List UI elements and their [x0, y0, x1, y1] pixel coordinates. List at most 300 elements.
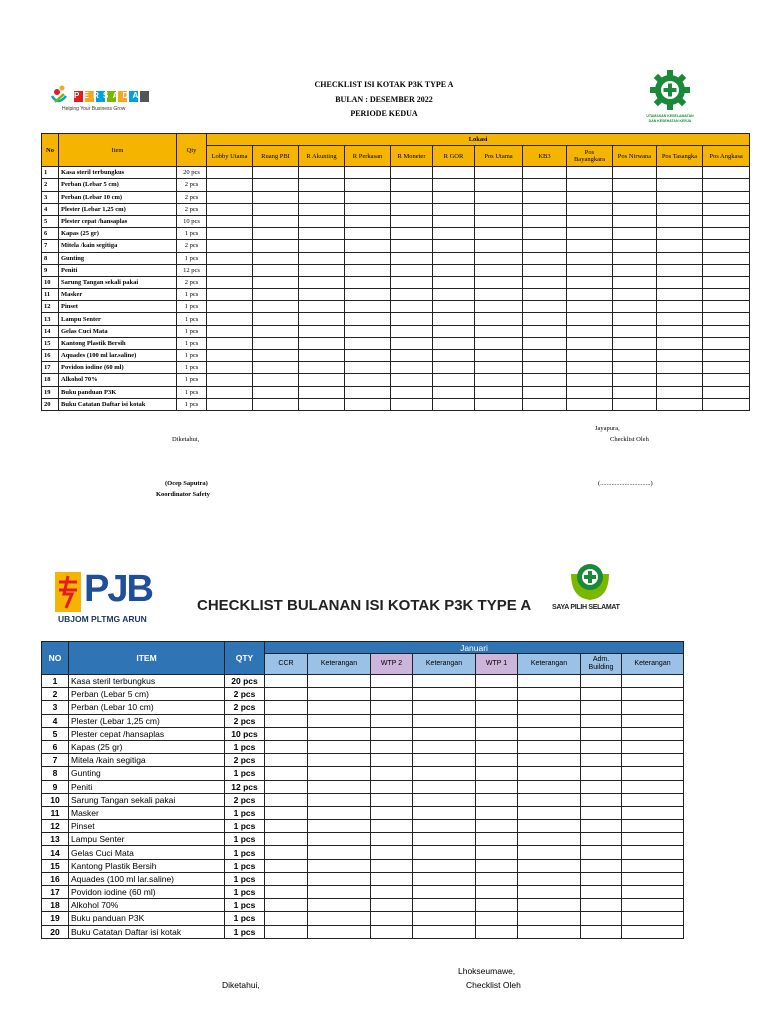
- check-cell[interactable]: [657, 203, 703, 215]
- check-cell[interactable]: [265, 727, 308, 740]
- check-cell[interactable]: [253, 386, 299, 398]
- check-cell[interactable]: [265, 820, 308, 833]
- check-cell[interactable]: [391, 252, 433, 264]
- check-cell[interactable]: [523, 362, 567, 374]
- check-cell[interactable]: [265, 833, 308, 846]
- check-cell[interactable]: [345, 276, 391, 288]
- check-cell[interactable]: [475, 289, 523, 301]
- check-cell[interactable]: [657, 167, 703, 179]
- check-cell[interactable]: [413, 872, 476, 885]
- check-cell[interactable]: [476, 675, 518, 688]
- check-cell[interactable]: [345, 203, 391, 215]
- check-cell[interactable]: [265, 806, 308, 819]
- check-cell[interactable]: [413, 899, 476, 912]
- check-cell[interactable]: [371, 806, 413, 819]
- check-cell[interactable]: [433, 289, 475, 301]
- check-cell[interactable]: [581, 820, 622, 833]
- check-cell[interactable]: [345, 301, 391, 313]
- check-cell[interactable]: [299, 301, 345, 313]
- check-cell[interactable]: [207, 386, 253, 398]
- check-cell[interactable]: [253, 203, 299, 215]
- check-cell[interactable]: [391, 191, 433, 203]
- check-cell[interactable]: [207, 337, 253, 349]
- check-cell[interactable]: [613, 325, 657, 337]
- check-cell[interactable]: [657, 264, 703, 276]
- check-cell[interactable]: [207, 313, 253, 325]
- check-cell[interactable]: [207, 240, 253, 252]
- check-cell[interactable]: [581, 701, 622, 714]
- check-cell[interactable]: [567, 252, 613, 264]
- check-cell[interactable]: [581, 688, 622, 701]
- check-cell[interactable]: [657, 289, 703, 301]
- check-cell[interactable]: [703, 264, 750, 276]
- check-cell[interactable]: [523, 313, 567, 325]
- check-cell[interactable]: [703, 276, 750, 288]
- check-cell[interactable]: [613, 240, 657, 252]
- check-cell[interactable]: [518, 675, 581, 688]
- check-cell[interactable]: [613, 215, 657, 227]
- check-cell[interactable]: [567, 215, 613, 227]
- check-cell[interactable]: [567, 228, 613, 240]
- check-cell[interactable]: [413, 701, 476, 714]
- check-cell[interactable]: [518, 899, 581, 912]
- check-cell[interactable]: [567, 191, 613, 203]
- check-cell[interactable]: [613, 313, 657, 325]
- check-cell[interactable]: [523, 228, 567, 240]
- check-cell[interactable]: [299, 398, 345, 410]
- check-cell[interactable]: [581, 925, 622, 938]
- check-cell[interactable]: [476, 833, 518, 846]
- check-cell[interactable]: [475, 252, 523, 264]
- check-cell[interactable]: [703, 289, 750, 301]
- check-cell[interactable]: [433, 167, 475, 179]
- check-cell[interactable]: [622, 793, 684, 806]
- check-cell[interactable]: [523, 167, 567, 179]
- check-cell[interactable]: [345, 240, 391, 252]
- check-cell[interactable]: [371, 767, 413, 780]
- check-cell[interactable]: [613, 362, 657, 374]
- check-cell[interactable]: [371, 912, 413, 925]
- check-cell[interactable]: [657, 337, 703, 349]
- check-cell[interactable]: [475, 215, 523, 227]
- check-cell[interactable]: [308, 767, 371, 780]
- check-cell[interactable]: [567, 337, 613, 349]
- check-cell[interactable]: [308, 714, 371, 727]
- check-cell[interactable]: [476, 754, 518, 767]
- check-cell[interactable]: [518, 872, 581, 885]
- check-cell[interactable]: [253, 252, 299, 264]
- check-cell[interactable]: [345, 167, 391, 179]
- check-cell[interactable]: [622, 912, 684, 925]
- check-cell[interactable]: [523, 325, 567, 337]
- check-cell[interactable]: [413, 767, 476, 780]
- check-cell[interactable]: [703, 252, 750, 264]
- check-cell[interactable]: [476, 899, 518, 912]
- check-cell[interactable]: [581, 754, 622, 767]
- check-cell[interactable]: [207, 167, 253, 179]
- check-cell[interactable]: [299, 386, 345, 398]
- check-cell[interactable]: [345, 289, 391, 301]
- check-cell[interactable]: [391, 264, 433, 276]
- check-cell[interactable]: [371, 859, 413, 872]
- check-cell[interactable]: [518, 833, 581, 846]
- check-cell[interactable]: [581, 859, 622, 872]
- check-cell[interactable]: [433, 325, 475, 337]
- check-cell[interactable]: [371, 833, 413, 846]
- check-cell[interactable]: [299, 203, 345, 215]
- check-cell[interactable]: [567, 167, 613, 179]
- check-cell[interactable]: [518, 806, 581, 819]
- check-cell[interactable]: [475, 325, 523, 337]
- check-cell[interactable]: [581, 872, 622, 885]
- check-cell[interactable]: [567, 301, 613, 313]
- check-cell[interactable]: [613, 167, 657, 179]
- check-cell[interactable]: [299, 179, 345, 191]
- check-cell[interactable]: [475, 179, 523, 191]
- check-cell[interactable]: [413, 859, 476, 872]
- check-cell[interactable]: [413, 846, 476, 859]
- check-cell[interactable]: [413, 833, 476, 846]
- check-cell[interactable]: [703, 240, 750, 252]
- check-cell[interactable]: [567, 325, 613, 337]
- check-cell[interactable]: [476, 872, 518, 885]
- check-cell[interactable]: [265, 912, 308, 925]
- check-cell[interactable]: [567, 179, 613, 191]
- check-cell[interactable]: [345, 179, 391, 191]
- check-cell[interactable]: [413, 714, 476, 727]
- check-cell[interactable]: [299, 264, 345, 276]
- check-cell[interactable]: [253, 374, 299, 386]
- check-cell[interactable]: [613, 252, 657, 264]
- check-cell[interactable]: [476, 793, 518, 806]
- check-cell[interactable]: [703, 191, 750, 203]
- check-cell[interactable]: [265, 846, 308, 859]
- check-cell[interactable]: [253, 289, 299, 301]
- check-cell[interactable]: [413, 820, 476, 833]
- check-cell[interactable]: [207, 203, 253, 215]
- check-cell[interactable]: [476, 688, 518, 701]
- check-cell[interactable]: [391, 276, 433, 288]
- check-cell[interactable]: [299, 362, 345, 374]
- check-cell[interactable]: [613, 289, 657, 301]
- check-cell[interactable]: [613, 374, 657, 386]
- check-cell[interactable]: [581, 886, 622, 899]
- check-cell[interactable]: [391, 350, 433, 362]
- check-cell[interactable]: [518, 740, 581, 753]
- check-cell[interactable]: [308, 701, 371, 714]
- check-cell[interactable]: [567, 313, 613, 325]
- check-cell[interactable]: [299, 228, 345, 240]
- check-cell[interactable]: [518, 846, 581, 859]
- check-cell[interactable]: [308, 846, 371, 859]
- check-cell[interactable]: [413, 688, 476, 701]
- check-cell[interactable]: [433, 215, 475, 227]
- check-cell[interactable]: [253, 276, 299, 288]
- check-cell[interactable]: [703, 203, 750, 215]
- check-cell[interactable]: [567, 362, 613, 374]
- check-cell[interactable]: [413, 793, 476, 806]
- check-cell[interactable]: [523, 350, 567, 362]
- check-cell[interactable]: [476, 780, 518, 793]
- check-cell[interactable]: [613, 228, 657, 240]
- check-cell[interactable]: [476, 806, 518, 819]
- check-cell[interactable]: [345, 228, 391, 240]
- check-cell[interactable]: [371, 793, 413, 806]
- check-cell[interactable]: [345, 398, 391, 410]
- check-cell[interactable]: [476, 925, 518, 938]
- check-cell[interactable]: [391, 386, 433, 398]
- check-cell[interactable]: [567, 276, 613, 288]
- check-cell[interactable]: [657, 191, 703, 203]
- check-cell[interactable]: [433, 252, 475, 264]
- check-cell[interactable]: [299, 252, 345, 264]
- check-cell[interactable]: [567, 264, 613, 276]
- check-cell[interactable]: [308, 793, 371, 806]
- check-cell[interactable]: [567, 398, 613, 410]
- check-cell[interactable]: [253, 301, 299, 313]
- check-cell[interactable]: [207, 252, 253, 264]
- check-cell[interactable]: [299, 325, 345, 337]
- check-cell[interactable]: [371, 688, 413, 701]
- check-cell[interactable]: [622, 701, 684, 714]
- check-cell[interactable]: [253, 337, 299, 349]
- check-cell[interactable]: [475, 203, 523, 215]
- check-cell[interactable]: [622, 767, 684, 780]
- check-cell[interactable]: [475, 191, 523, 203]
- check-cell[interactable]: [433, 386, 475, 398]
- check-cell[interactable]: [371, 925, 413, 938]
- check-cell[interactable]: [371, 872, 413, 885]
- check-cell[interactable]: [703, 301, 750, 313]
- check-cell[interactable]: [622, 688, 684, 701]
- check-cell[interactable]: [475, 313, 523, 325]
- check-cell[interactable]: [518, 886, 581, 899]
- check-cell[interactable]: [371, 740, 413, 753]
- check-cell[interactable]: [345, 313, 391, 325]
- check-cell[interactable]: [265, 780, 308, 793]
- check-cell[interactable]: [613, 276, 657, 288]
- check-cell[interactable]: [475, 264, 523, 276]
- check-cell[interactable]: [567, 374, 613, 386]
- check-cell[interactable]: [475, 362, 523, 374]
- check-cell[interactable]: [567, 289, 613, 301]
- check-cell[interactable]: [265, 675, 308, 688]
- check-cell[interactable]: [622, 872, 684, 885]
- check-cell[interactable]: [345, 337, 391, 349]
- check-cell[interactable]: [413, 727, 476, 740]
- check-cell[interactable]: [207, 325, 253, 337]
- check-cell[interactable]: [581, 793, 622, 806]
- check-cell[interactable]: [433, 301, 475, 313]
- check-cell[interactable]: [371, 714, 413, 727]
- check-cell[interactable]: [371, 701, 413, 714]
- check-cell[interactable]: [207, 362, 253, 374]
- check-cell[interactable]: [345, 374, 391, 386]
- check-cell[interactable]: [622, 820, 684, 833]
- check-cell[interactable]: [518, 767, 581, 780]
- check-cell[interactable]: [391, 289, 433, 301]
- check-cell[interactable]: [308, 806, 371, 819]
- check-cell[interactable]: [476, 820, 518, 833]
- check-cell[interactable]: [345, 191, 391, 203]
- check-cell[interactable]: [308, 754, 371, 767]
- check-cell[interactable]: [345, 215, 391, 227]
- check-cell[interactable]: [518, 820, 581, 833]
- check-cell[interactable]: [657, 350, 703, 362]
- check-cell[interactable]: [703, 398, 750, 410]
- check-cell[interactable]: [308, 886, 371, 899]
- check-cell[interactable]: [308, 688, 371, 701]
- check-cell[interactable]: [523, 264, 567, 276]
- check-cell[interactable]: [433, 362, 475, 374]
- check-cell[interactable]: [253, 240, 299, 252]
- check-cell[interactable]: [308, 820, 371, 833]
- check-cell[interactable]: [581, 899, 622, 912]
- check-cell[interactable]: [613, 398, 657, 410]
- check-cell[interactable]: [308, 780, 371, 793]
- check-cell[interactable]: [391, 337, 433, 349]
- check-cell[interactable]: [703, 215, 750, 227]
- check-cell[interactable]: [657, 215, 703, 227]
- check-cell[interactable]: [476, 767, 518, 780]
- check-cell[interactable]: [657, 374, 703, 386]
- check-cell[interactable]: [433, 374, 475, 386]
- check-cell[interactable]: [622, 806, 684, 819]
- check-cell[interactable]: [622, 833, 684, 846]
- check-cell[interactable]: [391, 179, 433, 191]
- check-cell[interactable]: [253, 215, 299, 227]
- check-cell[interactable]: [207, 398, 253, 410]
- check-cell[interactable]: [518, 701, 581, 714]
- check-cell[interactable]: [207, 350, 253, 362]
- check-cell[interactable]: [371, 886, 413, 899]
- check-cell[interactable]: [391, 240, 433, 252]
- check-cell[interactable]: [518, 754, 581, 767]
- check-cell[interactable]: [207, 264, 253, 276]
- check-cell[interactable]: [622, 740, 684, 753]
- check-cell[interactable]: [657, 228, 703, 240]
- check-cell[interactable]: [265, 872, 308, 885]
- check-cell[interactable]: [475, 167, 523, 179]
- check-cell[interactable]: [391, 374, 433, 386]
- check-cell[interactable]: [523, 191, 567, 203]
- check-cell[interactable]: [703, 386, 750, 398]
- check-cell[interactable]: [518, 859, 581, 872]
- check-cell[interactable]: [299, 350, 345, 362]
- check-cell[interactable]: [523, 398, 567, 410]
- check-cell[interactable]: [475, 240, 523, 252]
- check-cell[interactable]: [433, 350, 475, 362]
- check-cell[interactable]: [253, 313, 299, 325]
- check-cell[interactable]: [567, 386, 613, 398]
- check-cell[interactable]: [345, 350, 391, 362]
- check-cell[interactable]: [703, 325, 750, 337]
- check-cell[interactable]: [299, 337, 345, 349]
- check-cell[interactable]: [518, 727, 581, 740]
- check-cell[interactable]: [581, 912, 622, 925]
- check-cell[interactable]: [308, 833, 371, 846]
- check-cell[interactable]: [657, 179, 703, 191]
- check-cell[interactable]: [657, 386, 703, 398]
- check-cell[interactable]: [581, 675, 622, 688]
- check-cell[interactable]: [371, 754, 413, 767]
- check-cell[interactable]: [371, 820, 413, 833]
- check-cell[interactable]: [253, 350, 299, 362]
- check-cell[interactable]: [413, 740, 476, 753]
- check-cell[interactable]: [476, 740, 518, 753]
- check-cell[interactable]: [476, 886, 518, 899]
- check-cell[interactable]: [207, 301, 253, 313]
- check-cell[interactable]: [518, 688, 581, 701]
- check-cell[interactable]: [371, 899, 413, 912]
- check-cell[interactable]: [567, 240, 613, 252]
- check-cell[interactable]: [613, 179, 657, 191]
- check-cell[interactable]: [657, 301, 703, 313]
- check-cell[interactable]: [613, 337, 657, 349]
- check-cell[interactable]: [207, 215, 253, 227]
- check-cell[interactable]: [567, 203, 613, 215]
- check-cell[interactable]: [413, 754, 476, 767]
- check-cell[interactable]: [299, 240, 345, 252]
- check-cell[interactable]: [523, 240, 567, 252]
- check-cell[interactable]: [391, 398, 433, 410]
- check-cell[interactable]: [391, 203, 433, 215]
- check-cell[interactable]: [299, 276, 345, 288]
- check-cell[interactable]: [518, 925, 581, 938]
- check-cell[interactable]: [523, 301, 567, 313]
- check-cell[interactable]: [308, 675, 371, 688]
- check-cell[interactable]: [581, 727, 622, 740]
- check-cell[interactable]: [299, 313, 345, 325]
- check-cell[interactable]: [265, 886, 308, 899]
- check-cell[interactable]: [433, 191, 475, 203]
- check-cell[interactable]: [253, 228, 299, 240]
- check-cell[interactable]: [567, 350, 613, 362]
- check-cell[interactable]: [265, 899, 308, 912]
- check-cell[interactable]: [518, 714, 581, 727]
- check-cell[interactable]: [703, 337, 750, 349]
- check-cell[interactable]: [433, 179, 475, 191]
- check-cell[interactable]: [433, 228, 475, 240]
- check-cell[interactable]: [622, 899, 684, 912]
- check-cell[interactable]: [433, 313, 475, 325]
- check-cell[interactable]: [433, 264, 475, 276]
- check-cell[interactable]: [657, 398, 703, 410]
- check-cell[interactable]: [265, 688, 308, 701]
- check-cell[interactable]: [207, 191, 253, 203]
- check-cell[interactable]: [413, 925, 476, 938]
- check-cell[interactable]: [345, 264, 391, 276]
- check-cell[interactable]: [475, 337, 523, 349]
- check-cell[interactable]: [523, 289, 567, 301]
- check-cell[interactable]: [475, 398, 523, 410]
- check-cell[interactable]: [703, 228, 750, 240]
- check-cell[interactable]: [613, 264, 657, 276]
- check-cell[interactable]: [308, 727, 371, 740]
- check-cell[interactable]: [476, 846, 518, 859]
- check-cell[interactable]: [622, 886, 684, 899]
- check-cell[interactable]: [622, 780, 684, 793]
- check-cell[interactable]: [299, 215, 345, 227]
- check-cell[interactable]: [476, 701, 518, 714]
- check-cell[interactable]: [253, 325, 299, 337]
- check-cell[interactable]: [207, 179, 253, 191]
- check-cell[interactable]: [371, 780, 413, 793]
- check-cell[interactable]: [299, 374, 345, 386]
- check-cell[interactable]: [299, 167, 345, 179]
- check-cell[interactable]: [622, 925, 684, 938]
- check-cell[interactable]: [265, 714, 308, 727]
